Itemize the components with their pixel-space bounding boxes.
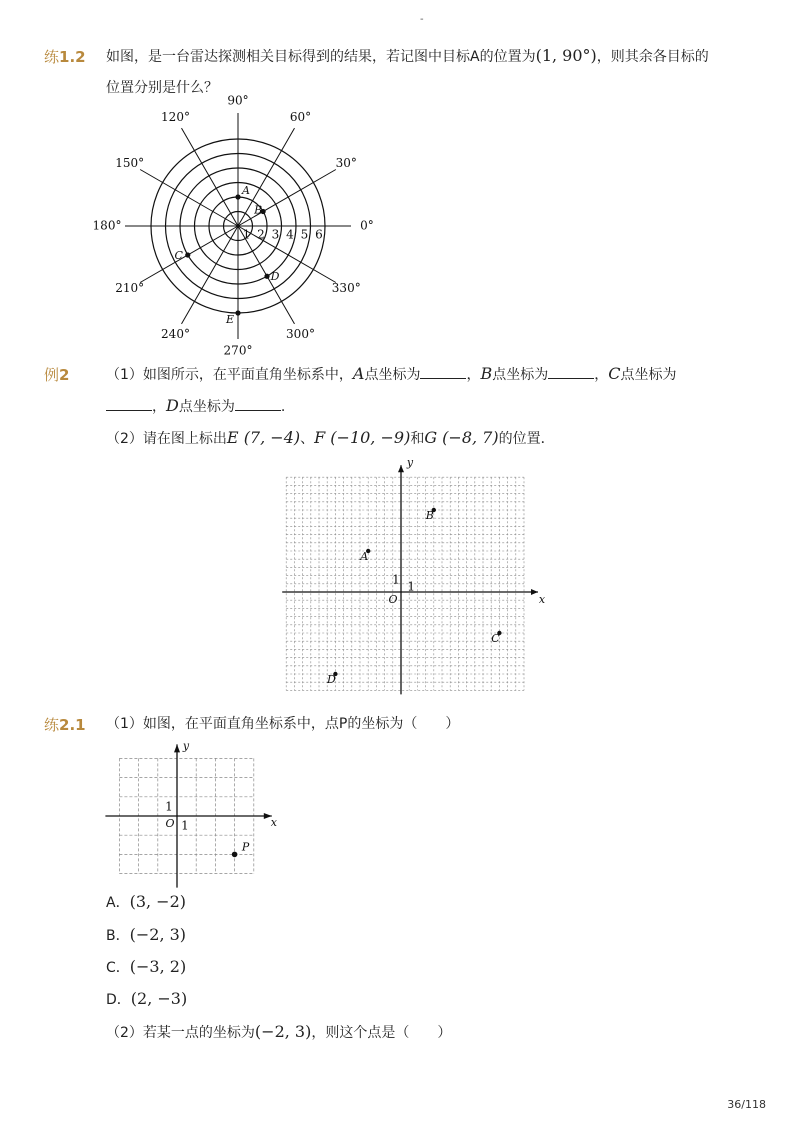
radar-target-e <box>235 310 240 315</box>
text: 点坐标为 <box>364 367 421 383</box>
answer-blank-a[interactable] <box>420 364 466 379</box>
point-e-coord: E (7, −4) <box>226 428 301 447</box>
unit-label-x: 1 <box>407 579 416 594</box>
grid-point-label-a: A <box>360 550 369 563</box>
tag-number: 1.2 <box>59 48 86 66</box>
x-axis-arrow <box>531 589 538 595</box>
example-2-part1-line1 <box>106 364 676 385</box>
point-p <box>232 852 238 858</box>
radar-spoke <box>182 226 239 324</box>
exercise-tag-1-2 <box>44 46 86 67</box>
answer-blank-d[interactable] <box>235 396 281 411</box>
radar-target-a <box>235 194 240 199</box>
option-value: (−2, 3) <box>129 925 187 944</box>
radar-figure <box>90 93 390 358</box>
radar-target-label-c: C <box>174 249 183 262</box>
example-2-part2 <box>106 428 555 449</box>
option-letter: A． <box>106 895 130 911</box>
origin-label: O <box>388 593 398 606</box>
option-value: (3, −2) <box>129 892 186 911</box>
option-d[interactable] <box>106 989 187 1010</box>
period: . <box>280 399 286 415</box>
radar-ring-number: 2 <box>257 227 265 242</box>
radar-angle-label: 180° <box>92 218 122 233</box>
tag-prefix: 例 <box>44 366 60 384</box>
point-g-coord: G (−8, 7) <box>424 428 499 447</box>
grid-point-label-d: D <box>326 673 336 686</box>
separator: ， <box>594 367 609 383</box>
unit-label-x: 1 <box>181 818 189 833</box>
text: 和 <box>410 431 425 447</box>
example-2-part1-line2 <box>106 396 285 417</box>
radar-target-label-d: D <box>270 270 280 284</box>
radar-spoke <box>140 170 238 227</box>
text: 的位置． <box>498 431 555 447</box>
option-letter: D． <box>106 992 131 1008</box>
question-text: 如图，是一台雷达探测相关目标得到的结果，若记图中目标A的位置为 <box>106 49 536 65</box>
small-grid-figure <box>100 732 285 892</box>
tag-prefix: 练 <box>44 48 60 66</box>
radar-spoke <box>238 170 336 227</box>
radar-angle-label: 30° <box>335 156 357 170</box>
unit-label-y: 1 <box>392 572 400 587</box>
top-mark: - <box>420 14 424 25</box>
text: 点坐标为 <box>492 367 549 383</box>
tag-number: 2.1 <box>59 716 86 734</box>
radar-angle-label: 90° <box>227 93 249 108</box>
option-letter: C． <box>106 960 130 976</box>
radar-angle-label: 0° <box>360 218 374 233</box>
unit-label-y: 1 <box>165 799 173 814</box>
point-d-symbol: D <box>166 396 179 415</box>
math-coordinate: (1, 90°) <box>535 46 597 65</box>
option-value: (−3, 2) <box>129 957 187 976</box>
radar-angle-label: 150° <box>115 156 145 170</box>
radar-angle-label: 240° <box>161 326 190 341</box>
math-coordinate: (−2, 3) <box>254 1022 312 1041</box>
question-text-end: ，则其余各目标的 <box>596 49 709 65</box>
tag-prefix: 练 <box>44 716 60 734</box>
radar-angle-label: 270° <box>223 343 253 358</box>
grid-point-label-c: C <box>491 632 500 645</box>
option-c[interactable] <box>106 957 186 978</box>
radar-angle-label: 300° <box>286 326 315 341</box>
radar-target-label-a: A <box>242 184 250 197</box>
radar-target-d <box>264 274 269 279</box>
radar-angle-label: 60° <box>289 110 312 125</box>
exercise-2-1-q1: （1）如图，在平面直角坐标系中，点P的坐标为（ ） <box>106 716 460 732</box>
exercise-2-1-q2 <box>106 1022 451 1043</box>
page-number: 36/118 <box>727 1098 766 1111</box>
text: 点坐标为 <box>620 367 677 383</box>
y-axis-label: y <box>406 456 414 470</box>
separator: ， <box>152 399 166 415</box>
radar-target-c <box>185 252 190 257</box>
text: 点坐标为 <box>178 399 235 415</box>
radar-spoke <box>182 128 239 226</box>
option-a[interactable] <box>106 892 186 913</box>
radar-ring-number: 5 <box>300 227 309 242</box>
origin-label: O <box>165 817 175 830</box>
point-b-symbol: B <box>480 364 493 383</box>
question-1-2-line1 <box>106 46 709 67</box>
point-p-label: P <box>241 840 250 854</box>
x-axis-label: x <box>538 593 546 606</box>
point-a-symbol: A <box>352 364 365 383</box>
radar-spoke <box>238 128 295 226</box>
answer-blank-c[interactable] <box>106 396 152 411</box>
coordinate-grid-figure <box>270 450 546 692</box>
point-f-coord: F (−10, −9) <box>314 428 411 447</box>
radar-ring-number: 4 <box>286 227 294 242</box>
text: 、 <box>300 431 315 447</box>
text: （2）若某一点的坐标为 <box>106 1025 255 1041</box>
separator: ， <box>466 367 481 383</box>
text: ，则这个点是（ ） <box>311 1025 452 1041</box>
x-axis-label: x <box>270 816 277 829</box>
radar-target-label-e: E <box>225 313 235 326</box>
radar-angle-label: 330° <box>331 281 361 295</box>
radar-ring-number: 1 <box>242 227 251 242</box>
radar-angle-label: 210° <box>115 281 145 295</box>
answer-blank-b[interactable] <box>548 364 594 379</box>
question-1-2-line2: 位置分别是什么？ <box>106 80 218 96</box>
radar-ring-number: 3 <box>271 227 280 242</box>
exercise-tag-2-1 <box>44 714 86 735</box>
option-b[interactable] <box>106 925 186 946</box>
radar-target-label-b: B <box>254 203 263 217</box>
tag-number: 2 <box>59 366 70 384</box>
radar-ring-number: 6 <box>315 227 323 242</box>
y-axis-label: y <box>182 739 190 753</box>
text: （1）如图所示，在平面直角坐标系中， <box>106 367 353 383</box>
text: （2）请在图上标出 <box>106 431 227 447</box>
point-c-symbol: C <box>608 364 621 383</box>
option-value: (2, −3) <box>130 989 188 1008</box>
example-tag-2 <box>44 364 69 385</box>
radar-angle-label: 120° <box>161 110 190 125</box>
grid-point-label-b: B <box>425 509 434 522</box>
y-axis-arrow <box>398 465 404 472</box>
y-axis-arrow <box>174 744 180 752</box>
option-letter: B． <box>106 928 130 944</box>
